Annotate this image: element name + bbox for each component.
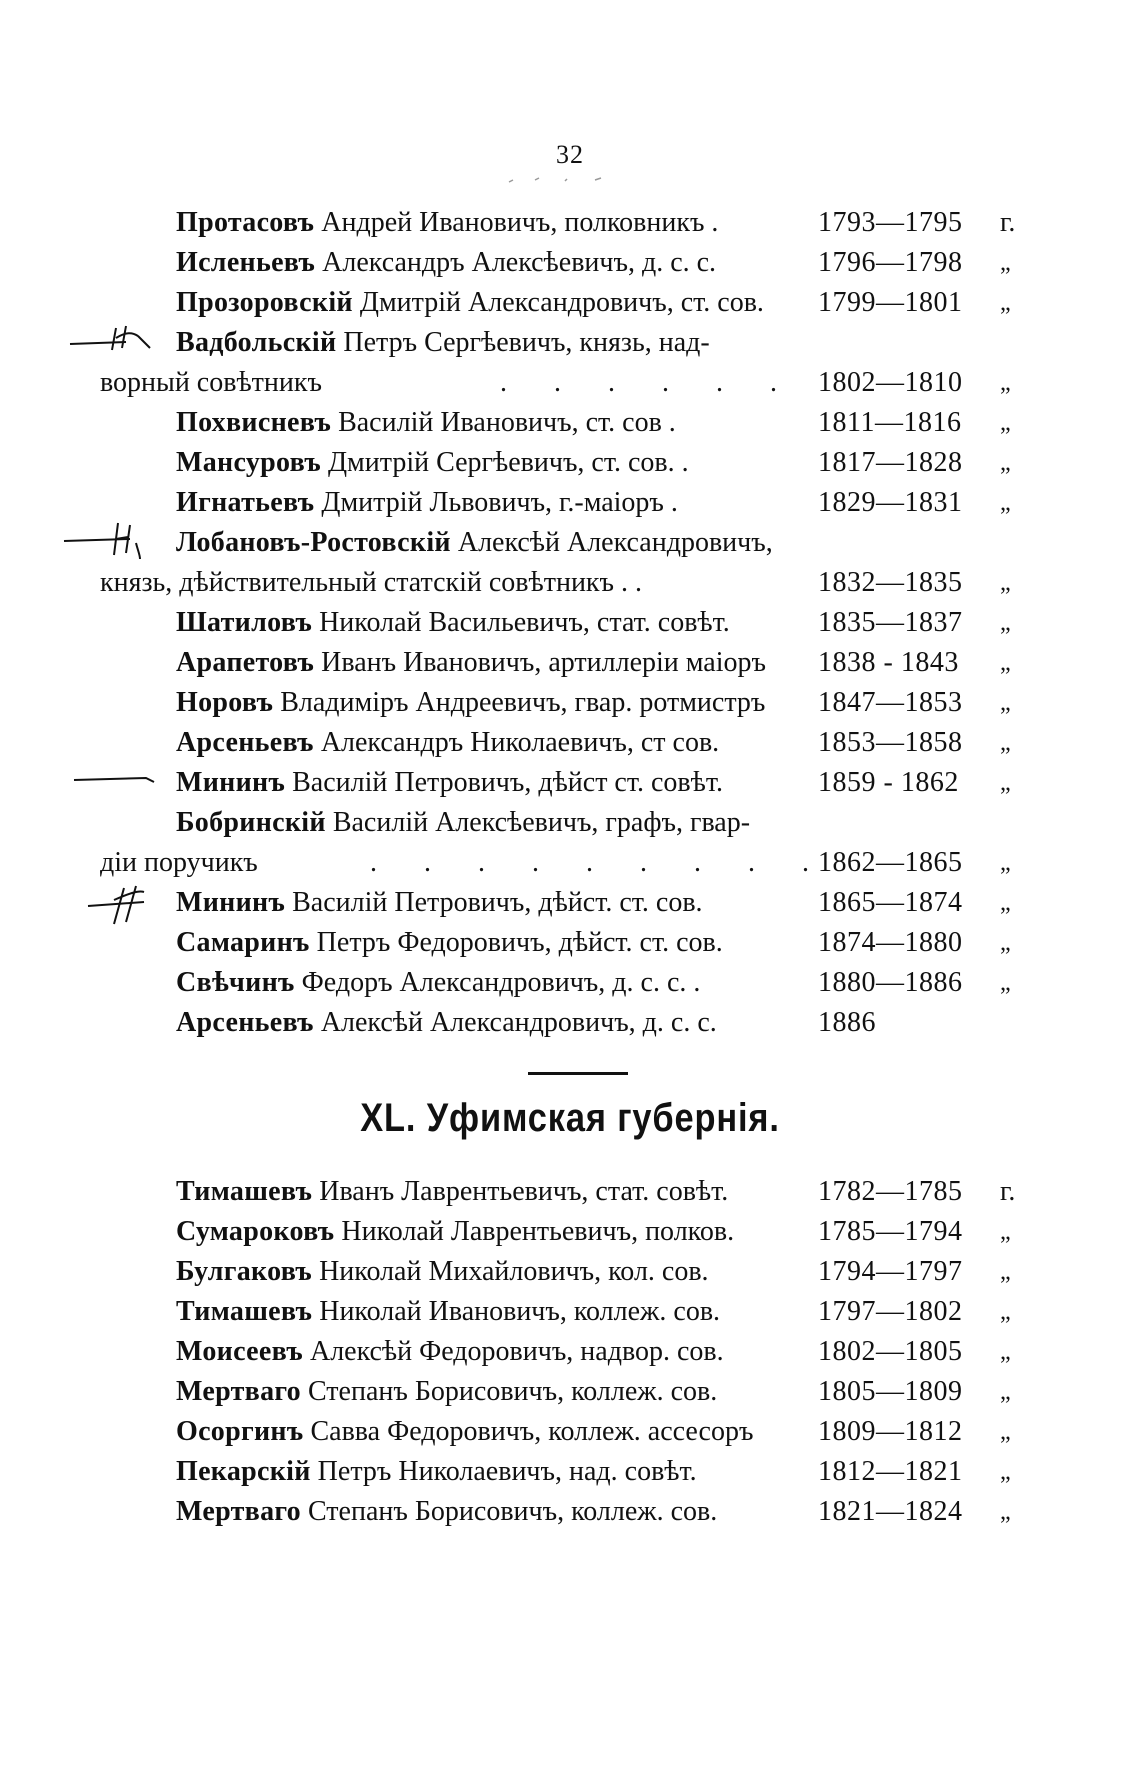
- person-details: Василій Петровичъ, дѣйст ст. совѣт.: [285, 767, 723, 798]
- entry-row: [0, 1412, 1140, 1452]
- term-years: 1862—1865: [818, 847, 963, 878]
- entry-row-continuation: [0, 843, 1140, 883]
- entry-row: [0, 1003, 1140, 1043]
- person-name: Игнатьевъ: [176, 487, 315, 518]
- person-name: Свѣчинъ: [176, 967, 295, 998]
- person-name: Мертваго: [176, 1496, 301, 1527]
- person-details: князь, дѣйствительный статскій совѣтникъ . .: [100, 567, 643, 598]
- term-years: 1835—1837: [818, 607, 963, 638]
- term-years: 1799—1801: [818, 287, 963, 318]
- person-details: Александръ Николаевичъ, ст сов.: [313, 727, 720, 758]
- term-years: 1865—1874: [818, 887, 963, 918]
- person-name: Булгаковъ: [176, 1256, 313, 1287]
- ditto-mark: „: [1000, 650, 1011, 676]
- ditto-mark: „: [1000, 730, 1011, 756]
- term-years: 1821—1824: [818, 1496, 963, 1527]
- person-name: Мининъ: [176, 767, 286, 798]
- term-years: 1847—1853: [818, 687, 963, 718]
- person-name: Норовъ: [176, 687, 274, 718]
- ditto-mark: „: [1000, 850, 1011, 876]
- entry-row-continuation: [0, 563, 1140, 603]
- term-years: 1796—1798: [818, 247, 963, 278]
- entry-row: [0, 1492, 1140, 1532]
- person-details: Петръ Сергѣевичъ, князь, над-: [336, 327, 710, 358]
- person-details: Николай Васильевичъ, стат. совѣт.: [312, 607, 730, 638]
- person-name: Арапетовъ: [176, 647, 315, 678]
- ditto-mark: „: [1000, 490, 1011, 516]
- ditto-mark: „: [1000, 1299, 1011, 1325]
- ditto-mark: „: [1000, 450, 1011, 476]
- ditto-mark: „: [1000, 890, 1011, 916]
- term-years: 1811—1816: [818, 407, 962, 438]
- entry-row: [0, 1372, 1140, 1412]
- person-name: Бобринскій: [176, 807, 326, 838]
- person-details: Федоръ Александровичъ, д. с. с. .: [294, 967, 701, 998]
- term-years: 1817—1828: [818, 447, 963, 478]
- person-details: Николай Лаврентьевичъ, полков.: [334, 1216, 735, 1247]
- person-name: Вадбольскій: [176, 327, 337, 358]
- person-name: Самаринъ: [176, 927, 310, 958]
- person-details: Дмитрій Александровичъ, ст. сов.: [352, 287, 764, 318]
- leader-dots: . . . . . . . . .: [370, 847, 829, 878]
- ditto-mark: „: [1000, 770, 1011, 796]
- ditto-mark: „: [1000, 410, 1011, 436]
- person-name: Шатиловъ: [176, 607, 313, 638]
- term-years: 1859 - 1862: [818, 767, 959, 798]
- person-details: Иванъ Лаврентьевичъ, стат. совѣт.: [312, 1176, 729, 1207]
- term-years: 1838 - 1843: [818, 647, 959, 678]
- ditto-mark: „: [1000, 1379, 1011, 1405]
- entry-row: [0, 1212, 1140, 1252]
- ditto-mark: „: [1000, 1419, 1011, 1445]
- entry-row: [0, 1252, 1140, 1292]
- handwritten-margin-mark: [60, 515, 172, 563]
- ditto-mark: „: [1000, 970, 1011, 996]
- person-name: Исленьевъ: [176, 247, 316, 278]
- entry-row: [0, 283, 1140, 323]
- ditto-mark: „: [1000, 290, 1011, 316]
- ditto-mark: „: [1000, 1459, 1011, 1485]
- person-details: Савва Федоровичъ, коллеж. ассесоръ: [303, 1416, 754, 1447]
- entry-row: [0, 1452, 1140, 1492]
- scan-specks: [505, 172, 615, 186]
- term-years: 1802—1810: [818, 367, 963, 398]
- person-name: Арсеньевъ: [176, 727, 314, 758]
- term-years: 1802—1805: [818, 1336, 963, 1367]
- entry-row-continuation: [0, 363, 1140, 403]
- ditto-mark: „: [1000, 1499, 1011, 1525]
- ditto-mark: „: [1000, 250, 1011, 276]
- person-name: Прозоровскій: [176, 287, 353, 318]
- entry-row: [0, 203, 1140, 243]
- person-details: Дмитрій Львовичъ, г.-маіоръ .: [314, 487, 678, 518]
- person-details: Владиміръ Андреевичъ, гвар. ротмистръ: [273, 687, 766, 718]
- person-name: Мининъ: [176, 887, 286, 918]
- entry-row: [0, 1292, 1140, 1332]
- person-details: ворный совѣтникъ: [100, 367, 322, 398]
- person-name: Лобановъ-Ростовскій: [176, 527, 451, 558]
- term-years: 1853—1858: [818, 727, 963, 758]
- entry-row: [0, 763, 1140, 803]
- entry-row: [0, 683, 1140, 723]
- person-details: Петръ Федоровичъ, дѣйст. ст. сов.: [309, 927, 723, 958]
- entry-row: [0, 923, 1140, 963]
- term-years: 1886: [818, 1007, 876, 1038]
- year-suffix: г.: [1000, 207, 1016, 238]
- person-details: Николай Ивановичъ, коллеж. сов.: [312, 1296, 721, 1327]
- term-years: 1880—1886: [818, 967, 963, 998]
- handwritten-margin-line: [70, 770, 170, 790]
- ditto-mark: „: [1000, 570, 1011, 596]
- person-name: Пекарскій: [176, 1456, 311, 1487]
- person-details: Дмитрій Сергѣевичъ, ст. сов. .: [320, 447, 689, 478]
- person-details: Василій Алексѣевичъ, графъ, гвар-: [325, 807, 751, 838]
- person-details: Алексѣй Александровичъ, д. с. с.: [313, 1007, 717, 1038]
- person-name: Похвисневъ: [176, 407, 332, 438]
- person-details: Александръ Алексѣевичъ, д. с. с.: [315, 247, 717, 278]
- term-years: 1829—1831: [818, 487, 963, 518]
- ditto-mark: „: [1000, 610, 1011, 636]
- term-years: 1785—1794: [818, 1216, 963, 1247]
- leader-dots: . . . . . .: [500, 367, 797, 398]
- entry-row: [0, 243, 1140, 283]
- person-name: Сумароковъ: [176, 1216, 335, 1247]
- person-name: Мертваго: [176, 1376, 301, 1407]
- ditto-mark: „: [1000, 1339, 1011, 1365]
- entry-row: [0, 963, 1140, 1003]
- person-details: Алексѣй Александровичъ,: [450, 527, 773, 558]
- entry-row: [0, 1172, 1140, 1212]
- entry-row: [0, 643, 1140, 683]
- ditto-mark: „: [1000, 690, 1011, 716]
- term-years: 1809—1812: [818, 1416, 963, 1447]
- entry-row: [0, 1332, 1140, 1372]
- person-name: Моисеевъ: [176, 1336, 303, 1367]
- person-details: Николай Михайловичъ, кол. сов.: [312, 1256, 709, 1287]
- handwritten-margin-mark: [84, 880, 174, 928]
- term-years: 1782—1785: [818, 1176, 963, 1207]
- person-name: Тимашевъ: [176, 1176, 313, 1207]
- person-details: Андрей Ивановичъ, полковникъ .: [314, 207, 719, 238]
- person-name: Тимашевъ: [176, 1296, 313, 1327]
- term-years: 1805—1809: [818, 1376, 963, 1407]
- person-details: Василій Петровичъ, дѣйст. ст. сов.: [285, 887, 703, 918]
- person-details: Василій Ивановичъ, ст. сов .: [331, 407, 676, 438]
- entry-row: [0, 803, 1140, 843]
- term-years: 1874—1880: [818, 927, 963, 958]
- person-details: Петръ Николаевичъ, над. совѣт.: [310, 1456, 697, 1487]
- section-divider: [528, 1072, 628, 1075]
- person-name: Мансуровъ: [176, 447, 321, 478]
- entry-row: [0, 403, 1140, 443]
- person-name: Протасовъ: [176, 207, 315, 238]
- term-years: 1794—1797: [818, 1256, 963, 1287]
- person-details: Алексѣй Федоровичъ, надвор. сов.: [302, 1336, 724, 1367]
- term-years: 1793—1795: [818, 207, 963, 238]
- term-years: 1812—1821: [818, 1456, 963, 1487]
- ditto-mark: „: [1000, 930, 1011, 956]
- entry-row: [0, 723, 1140, 763]
- page-number: 32: [556, 140, 584, 169]
- person-details: діи поручикъ: [100, 847, 258, 878]
- entry-row: [0, 443, 1140, 483]
- term-years: 1832—1835: [818, 567, 963, 598]
- entry-row: [0, 603, 1140, 643]
- ditto-mark: „: [1000, 1219, 1011, 1245]
- handwritten-margin-mark: [66, 318, 176, 358]
- person-details: Степанъ Борисовичъ, коллеж. сов.: [300, 1376, 718, 1407]
- person-name: Осоргинъ: [176, 1416, 304, 1447]
- person-name: Арсеньевъ: [176, 1007, 314, 1038]
- person-details: Иванъ Ивановичъ, артиллеріи маіоръ: [314, 647, 766, 678]
- person-details: Степанъ Борисовичъ, коллеж. сов.: [300, 1496, 718, 1527]
- ditto-mark: „: [1000, 370, 1011, 396]
- term-years: 1797—1802: [818, 1296, 963, 1327]
- section-title: XL. Уфимская губернія.: [360, 1096, 780, 1140]
- ditto-mark: „: [1000, 1259, 1011, 1285]
- year-suffix: г.: [1000, 1176, 1016, 1207]
